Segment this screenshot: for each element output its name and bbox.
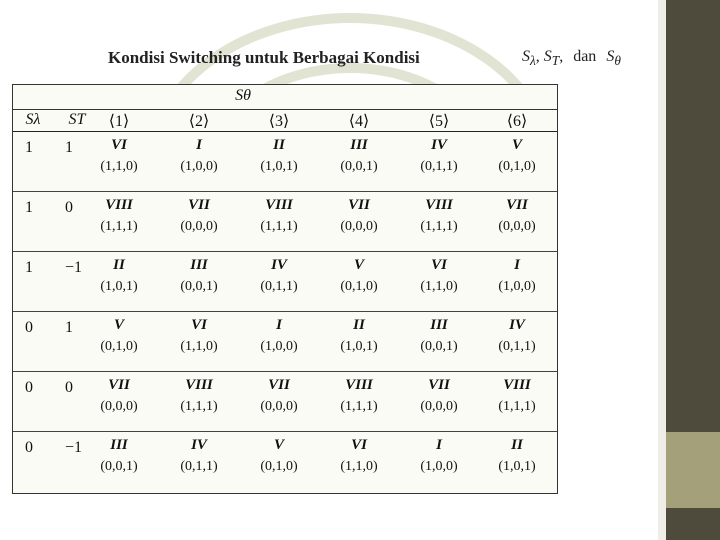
switch-state: (0,0,0) bbox=[260, 399, 298, 414]
title-conjunction: dan bbox=[573, 48, 597, 65]
s-t-value: −1 bbox=[65, 439, 83, 456]
switch-state: (1,0,0) bbox=[420, 459, 458, 474]
s-t-value: 1 bbox=[65, 319, 73, 336]
switch-state: (1,0,0) bbox=[498, 279, 536, 294]
s-t-header: ST bbox=[68, 111, 86, 128]
table-row bbox=[13, 431, 557, 493]
switch-state: (0,1,1) bbox=[420, 159, 458, 174]
s-lambda-value: 0 bbox=[25, 379, 33, 396]
vector-label: II bbox=[353, 317, 365, 333]
switch-state: (0,0,1) bbox=[420, 339, 458, 354]
switch-state: (0,0,1) bbox=[340, 159, 378, 174]
switch-state: (0,1,1) bbox=[498, 339, 536, 354]
vector-label: VII bbox=[428, 377, 450, 393]
switch-state: (0,0,0) bbox=[100, 399, 138, 414]
switch-state: (1,1,1) bbox=[498, 399, 536, 414]
vector-label: II bbox=[113, 257, 125, 273]
sector-header: ⟨4⟩ bbox=[348, 113, 370, 130]
table-header-row bbox=[13, 109, 557, 132]
switch-state: (1,1,1) bbox=[180, 399, 218, 414]
switch-state: (1,1,0) bbox=[100, 159, 138, 174]
vector-label: IV bbox=[271, 257, 287, 273]
vector-label: VIII bbox=[345, 377, 373, 393]
switch-state: (0,0,0) bbox=[498, 219, 536, 234]
switch-state: (1,1,1) bbox=[420, 219, 458, 234]
switch-state: (1,1,1) bbox=[100, 219, 138, 234]
table-row bbox=[13, 131, 557, 192]
switch-state: (1,1,0) bbox=[420, 279, 458, 294]
sector-header: ⟨1⟩ bbox=[108, 113, 130, 130]
vector-label: IV bbox=[509, 317, 525, 333]
switch-state: (0,0,1) bbox=[100, 459, 138, 474]
s-t-value: 0 bbox=[65, 379, 73, 396]
vector-label: VII bbox=[188, 197, 210, 213]
vector-label: VI bbox=[191, 317, 207, 333]
vector-label: I bbox=[436, 437, 442, 453]
vector-label: V bbox=[353, 257, 364, 273]
s-lambda-value: 1 bbox=[25, 259, 33, 276]
switch-state: (1,1,0) bbox=[180, 339, 218, 354]
s-lambda-value: 1 bbox=[25, 199, 33, 216]
vector-label: III bbox=[350, 137, 368, 153]
vector-label: VI bbox=[431, 257, 447, 273]
vector-label: IV bbox=[191, 437, 207, 453]
s-t-value: 1 bbox=[65, 139, 73, 156]
switch-state: (1,1,1) bbox=[340, 399, 378, 414]
switch-state: (0,0,0) bbox=[420, 399, 458, 414]
vector-label: VII bbox=[506, 197, 528, 213]
switch-state: (1,0,1) bbox=[498, 459, 536, 474]
sector-header: ⟨5⟩ bbox=[428, 113, 450, 130]
switch-state: (0,1,1) bbox=[260, 279, 298, 294]
s-lambda-value: 0 bbox=[25, 319, 33, 336]
vector-label: II bbox=[511, 437, 523, 453]
switch-state: (1,0,1) bbox=[340, 339, 378, 354]
vector-label: V bbox=[273, 437, 284, 453]
vector-label: VIII bbox=[503, 377, 531, 393]
vector-label: VIII bbox=[105, 197, 133, 213]
vector-label: I bbox=[276, 317, 282, 333]
slide-sidebar-accent bbox=[666, 432, 720, 508]
switch-state: (0,0,1) bbox=[180, 279, 218, 294]
table-row bbox=[13, 311, 557, 372]
s-theta-header: Sθ bbox=[235, 87, 251, 104]
switching-table bbox=[12, 84, 558, 494]
s-lambda-header: Sλ bbox=[25, 111, 41, 128]
switch-state: (0,1,0) bbox=[100, 339, 138, 354]
sector-header: ⟨3⟩ bbox=[268, 113, 290, 130]
vector-label: V bbox=[113, 317, 124, 333]
switch-state: (1,0,0) bbox=[180, 159, 218, 174]
vector-label: II bbox=[273, 137, 285, 153]
vector-label: III bbox=[110, 437, 128, 453]
symbol-s-t: $S_T$ bbox=[543, 48, 560, 69]
table-super-header-row bbox=[13, 85, 557, 110]
vector-label: I bbox=[514, 257, 520, 273]
sector-header: ⟨2⟩ bbox=[188, 113, 210, 130]
title-symbols: $S_\lambda$, $S_T$, dan $S_\theta$ bbox=[522, 48, 621, 69]
switch-state: (0,1,0) bbox=[260, 459, 298, 474]
table-row bbox=[13, 371, 557, 432]
s-t-value: −1 bbox=[65, 259, 83, 276]
vector-label: VI bbox=[351, 437, 367, 453]
switch-state: (0,1,0) bbox=[498, 159, 536, 174]
vector-label: III bbox=[190, 257, 208, 273]
table-row bbox=[13, 191, 557, 252]
vector-label: I bbox=[196, 137, 202, 153]
switch-state: (0,1,0) bbox=[340, 279, 378, 294]
slide-side-strip bbox=[658, 0, 666, 540]
vector-label: IV bbox=[431, 137, 447, 153]
switch-state: (1,0,0) bbox=[260, 339, 298, 354]
symbol-s-lambda: $S_\lambda$ bbox=[522, 48, 536, 69]
switch-state: (0,0,0) bbox=[340, 219, 378, 234]
vector-label: VII bbox=[348, 197, 370, 213]
vector-label: VI bbox=[111, 137, 127, 153]
switch-state: (1,0,1) bbox=[260, 159, 298, 174]
s-lambda-value: 0 bbox=[25, 439, 33, 456]
switch-state: (1,1,1) bbox=[260, 219, 298, 234]
vector-label: VIII bbox=[265, 197, 293, 213]
switch-state: (1,0,1) bbox=[100, 279, 138, 294]
s-lambda-value: 1 bbox=[25, 139, 33, 156]
vector-label: III bbox=[430, 317, 448, 333]
vector-label: V bbox=[511, 137, 522, 153]
vector-label: VII bbox=[108, 377, 130, 393]
slide-title: Kondisi Switching untuk Berbagai Kondisi bbox=[108, 48, 420, 67]
vector-label: VIII bbox=[425, 197, 453, 213]
symbol-s-theta: $S_\theta$ bbox=[606, 48, 621, 69]
switch-state: (0,1,1) bbox=[180, 459, 218, 474]
vector-label: VIII bbox=[185, 377, 213, 393]
s-t-value: 0 bbox=[65, 199, 73, 216]
sector-header: ⟨6⟩ bbox=[506, 113, 528, 130]
switch-state: (0,0,0) bbox=[180, 219, 218, 234]
vector-label: VII bbox=[268, 377, 290, 393]
switch-state: (1,1,0) bbox=[340, 459, 378, 474]
table-row bbox=[13, 251, 557, 312]
